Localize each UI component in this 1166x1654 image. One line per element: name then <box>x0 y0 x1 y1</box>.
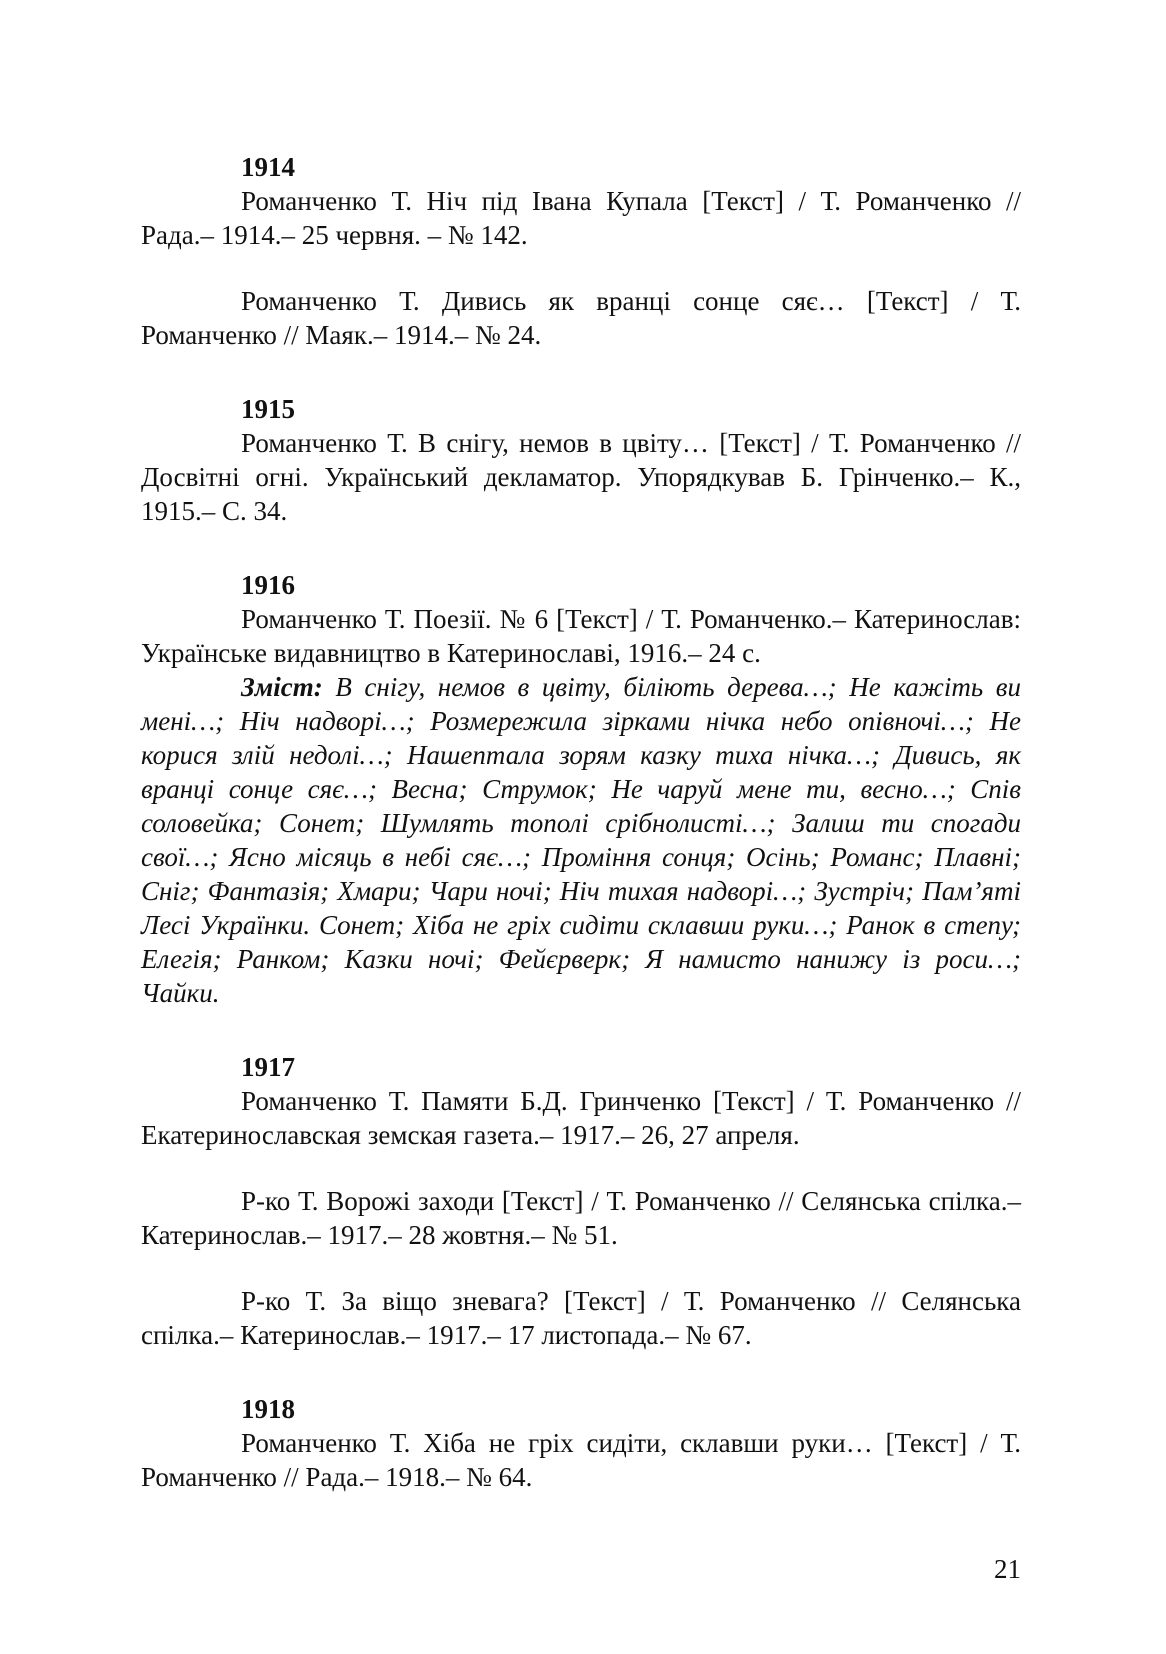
section-spacer <box>141 528 1021 568</box>
bibliography-entry: Романченко Т. В снігу, немов в цвіту… [Текст] / Т. Романченко // Досвітні огні. Український декламатор. Упорядкував Б. Грінченко.– К., 1915.– С. 34. <box>141 428 1021 526</box>
bibliography-entry: Романченко Т. Дивись як вранці сонце сяє… [Текст] / Т. Романченко // Маяк.– 1914.– № 24. <box>141 286 1021 350</box>
year-heading-1916: 1916 <box>241 570 295 600</box>
entry-spacer <box>141 1252 1021 1284</box>
bibliography-entry: Романченко Т. Ніч під Івана Купала [Текст] / Т. Романченко // Рада.– 1914.– 25 червня. – № 142. <box>141 186 1021 250</box>
entry-spacer <box>141 1152 1021 1184</box>
bibliography-entry: Романченко Т. Поезії. № 6 [Текст] / Т. Романченко.– Катеринослав: Українське видавництво в Катеринославі, 1916.– 24 с. <box>141 604 1021 668</box>
section-spacer <box>141 1010 1021 1050</box>
year-heading-1918: 1918 <box>241 1394 295 1424</box>
bibliography-entry: Романченко Т. Памяти Б.Д. Гринченко [Текст] / Т. Романченко // Екатеринославская земская газета.– 1917.– 26, 27 апреля. <box>141 1086 1021 1150</box>
contents-text: В снігу, немов в цвіту, біліють дерева…; Не кажіть ви мені…; Ніч надворі…; Розмережила зірками нічка небо опівночі…; Не корися злій недолі…; Нашептала зорям казку тиха нічка…; Дивись, як вранці сонце сяє…; Весна; Струмок; Не чаруй мене ти, весно…; Спів соловейка; Сонет; Шумлять тополі срібнолисті…; Залиш ти спогади свої…; Ясно місяць в небі сяє…; Проміння сонця; Осінь; Романс; Плавні; Сніг; Фантазія; Хмари; Чари ночі; Ніч тихая надворі…; Зустріч; Пам’яті Лесі Українки. Сонет; Хіба не гріх сидіти склавши руки…; Ранок в степу; Елегія; Ранком; Казки ночі; Фейєрверк; Я намисто нанижу із роси…; Чайки. <box>141 672 1021 1008</box>
bibliography-entry: Р-ко Т. За віщо зневага? [Текст] / Т. Романченко // Селянська спілка.– Катеринослав.– 1917.– 17 листопада.– № 67. <box>141 1286 1021 1350</box>
contents-paragraph <box>141 670 1021 1010</box>
page-number: 21 <box>994 1554 1021 1584</box>
contents-label: Зміст: <box>241 672 323 702</box>
bibliography-page <box>141 150 1021 1494</box>
bibliography-entry: Романченко Т. Хіба не гріх сидіти, склавши руки… [Текст] / Т. Романченко // Рада.– 1918.– № 64. <box>141 1428 1021 1492</box>
year-heading-1915: 1915 <box>241 394 295 424</box>
section-spacer <box>141 352 1021 392</box>
year-heading-1917: 1917 <box>241 1052 295 1082</box>
year-heading-1914: 1914 <box>241 152 295 182</box>
bibliography-entry: Р-ко Т. Ворожі заходи [Текст] / Т. Романченко // Селянська спілка.– Катеринослав.– 1917.– 28 жовтня.– № 51. <box>141 1186 1021 1250</box>
section-spacer <box>141 1352 1021 1392</box>
entry-spacer <box>141 252 1021 284</box>
